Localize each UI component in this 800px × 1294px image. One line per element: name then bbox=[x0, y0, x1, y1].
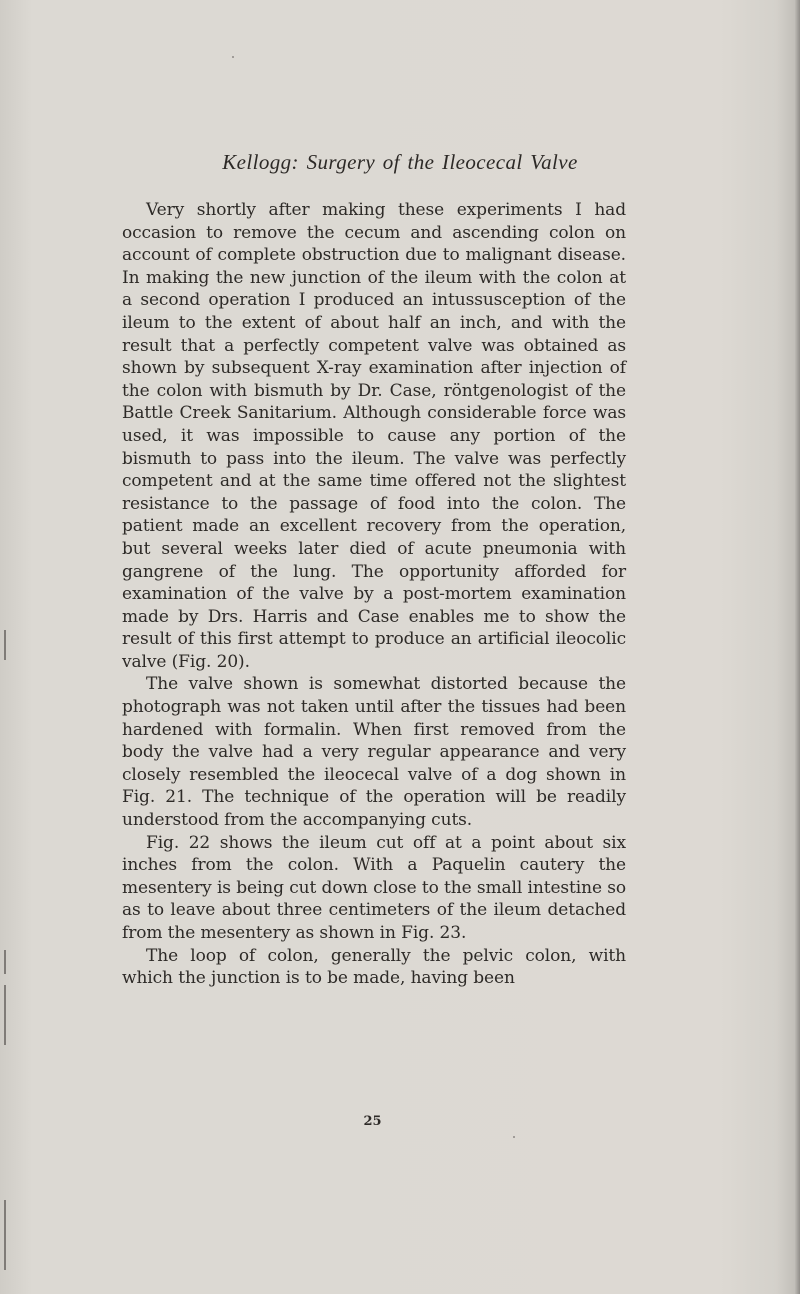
paragraph: Very shortly after making these experiments I had occasion to remove the cecum and ascending colon on account of complete obstruction due to malignant disease. In making the new junction of the ileum with the colon at a second operation I produced an intussusception of the ileum to the extent of about half an inch, and with the result that a perfectly competent valve was obtained as shown by subsequent X-ray examination after injection of the colon with bismuth by Dr. Case, röntgenologist of the Battle Creek Sanitarium. Although considerable force was used, it was impossible to cause any portion of the bismuth to pass into the ileum. The valve was perfectly competent and at the same time offered not the slightest resistance to the passage of food into the colon. The patient made an excellent recovery from the operation, but several weeks later died of acute pneumonia with gangrene of the lung. The opportunity afforded for examination of the valve by a post-mortem examination made by Drs. Harris and Case enables me to show the result of this first attempt to produce an artificial ileocolic valve (Fig. 20). bbox=[122, 200, 626, 672]
page-number: 25 bbox=[363, 1114, 382, 1129]
body-text bbox=[122, 199, 626, 990]
margin-mark bbox=[4, 950, 6, 974]
margin-mark bbox=[4, 1200, 6, 1270]
paragraph: Fig. 22 shows the ileum cut off at a point about six inches from the colon. With a Paquelin cautery the mesentery is being cut down close to the small intestine so as to leave about three centimeters of the ileum detached from the mesentery as shown in Fig. 23. bbox=[122, 832, 626, 943]
page-edge-shadow bbox=[794, 0, 800, 1294]
paper-speck bbox=[232, 56, 234, 58]
paragraph: The valve shown is somewhat distorted because the photograph was not taken until after the tissues had been hardened with formalin. When first removed from the body the valve had a very regular appearance and very closely resembled the ileocecal valve of a dog shown in Fig. 21. The technique of the operation will be readily understood from the accompanying cuts. bbox=[122, 674, 626, 831]
paper-speck bbox=[513, 1136, 515, 1138]
running-head: Kellogg: Surgery of the Ileocecal Valve bbox=[222, 150, 578, 174]
paragraph: The loop of colon, generally the pelvic colon, with which the junction is to be made, having been bbox=[122, 945, 626, 989]
margin-mark bbox=[4, 630, 6, 660]
margin-mark bbox=[4, 985, 6, 1045]
